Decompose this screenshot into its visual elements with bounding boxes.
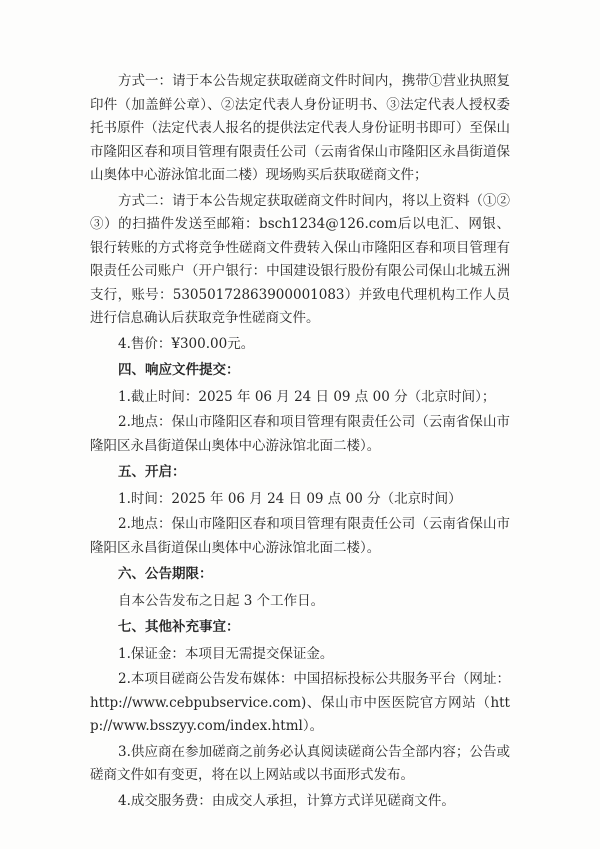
deposit-line: 1.保证金：本项目无需提交保证金。 [118, 645, 334, 662]
section-six-heading: 六、公告期限： [118, 566, 213, 582]
service-fee-line: 4.成交服务费：由成交人承担，计算方式详见磋商文件。 [118, 792, 455, 809]
method-one-paragraph: 方式一：请于本公告规定获取磋商文件时间内，携带①营业执照复印件（加盖鲜公章）、②法定代表人身份证明书、③法定代表人授权委托书原件（法定代表人报名的提供法定代表人身份证明书即可）至保山市隆阳区春和项目管理有限责任公司（云南省保山市隆阳区永昌街道保山奥体中心游泳馆北面二楼）现场购买后获取磋商文件； [90, 73, 510, 183]
document-body [90, 70, 510, 815]
notice-period: 自本公告发布之日起 3 个工作日。 [118, 592, 325, 609]
submission-deadline: 1.截止时间：2025 年 06 月 24 日 09 点 00 分（北京时间）； [118, 388, 496, 405]
section-seven-heading: 七、其他补充事宜： [118, 619, 240, 635]
price-line: 4.售价：¥300.00元。 [118, 335, 255, 352]
changes-notice-line: 3.供应商在参加磋商之前务必认真阅读磋商公告全部内容；公告或磋商文件如有变更，将在以上网站或以书面形式发布。 [90, 743, 510, 783]
submission-place: 2.地点：保山市隆阳区春和项目管理有限责任公司（云南省保山市隆阳区永昌街道保山奥体中心游泳馆北面二楼）。 [90, 414, 510, 454]
method-two-paragraph: 方式二：请于本公告规定获取磋商文件时间内，将以上资料（①②③）的扫描件发送至邮箱：bsch1234@126.com后以电汇、网银、银行转账的方式将竞争性磋商文件费转入保山市隆阳区春和项目管理有限责任公司账户（开户银行：中国建设银行股份有限公司保山北城五洲支行，账号：53050172863900001083）并致电代理机构工作人员进行信息确认后获取竞争性磋商文件。 [90, 192, 510, 326]
opening-place: 2.地点：保山市隆阳区春和项目管理有限责任公司（云南省保山市隆阳区永昌街道保山奥体中心游泳馆北面二楼）。 [90, 516, 510, 556]
section-four-heading: 四、响应文件提交： [118, 362, 240, 378]
opening-time: 1.时间：2025 年 06 月 24 日 09 点 00 分（北京时间） [118, 490, 462, 507]
media-line: 2.本项目磋商公告发布媒体：中国招标投标公共服务平台（网址：http://www.cebpubservice.com)、保山市中医医院官方网站（http://www.bsszyy.com/index.html）。 [90, 671, 510, 734]
section-five-heading: 五、开启： [118, 464, 186, 480]
